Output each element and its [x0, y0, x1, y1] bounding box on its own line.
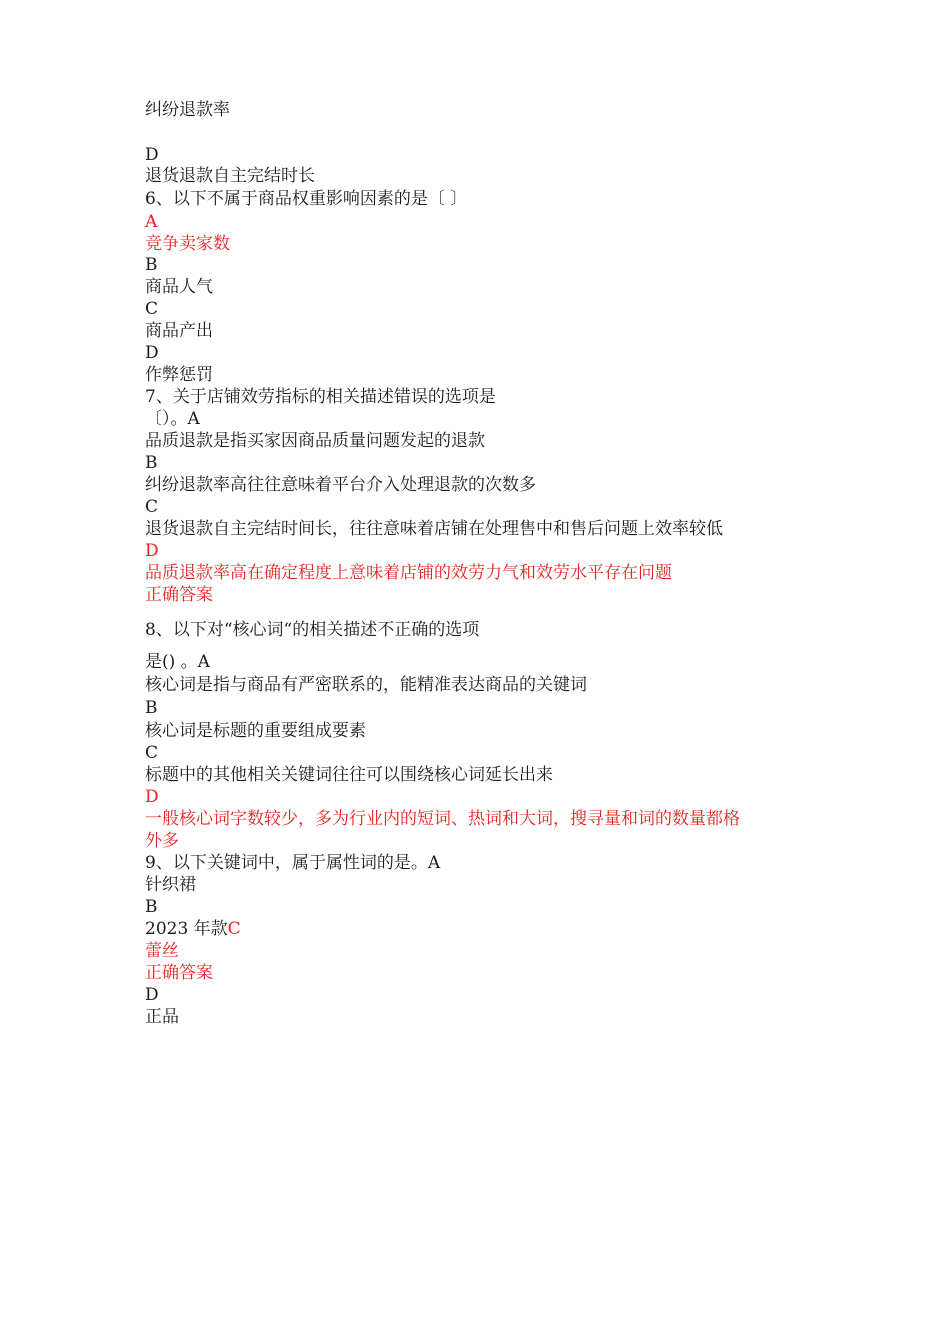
- option-label: C: [145, 497, 159, 517]
- answer-label: D: [145, 787, 159, 807]
- question-9: 9、以下关键词中，属于属性词的是。A: [145, 853, 441, 873]
- answer-label: C: [227, 919, 241, 939]
- option-label: C: [145, 743, 159, 763]
- option-label: C: [145, 299, 159, 319]
- answer-text-cont: 外多: [145, 831, 179, 851]
- question-6: 6、以下不属于商品权重影响因素的是〔 〕: [145, 189, 468, 209]
- answer-text: 蕾丝: [145, 941, 179, 961]
- answer-text: 品质退款率高在确定程度上意味着店铺的效劳力气和效劳水平存在问题: [145, 563, 672, 583]
- option-label: D: [145, 985, 159, 1005]
- question-8: 8、以下对“核心词“的相关描述不正确的选项: [145, 620, 480, 640]
- option-text: 正品: [145, 1007, 179, 1027]
- correct-answer-tag: 正确答案: [145, 963, 213, 983]
- question-7-cont: 〔）。A: [145, 409, 200, 429]
- option-text: 退货退款自主完结时间长，往往意味着店铺在处理售中和售后问题上效率较低: [145, 519, 723, 539]
- text-line: 纠纷退款率: [145, 100, 230, 120]
- option-text: 核心词是指与商品有严密联系的，能精准表达商品的关键词: [145, 675, 587, 695]
- option-text: 纠纷退款率高往往意味着平台介入处理退款的次数多: [145, 475, 536, 495]
- option-text-line: [145, 919, 241, 939]
- answer-text: 竞争卖家数: [145, 234, 230, 254]
- option-text: 针织裙: [145, 875, 196, 895]
- option-text: 2023 年款: [145, 919, 228, 939]
- answer-label: A: [145, 212, 158, 232]
- answer-text: 一般核心词字数较少，多为行业内的短词、热词和大词，搜寻量和词的数量都格: [145, 809, 740, 829]
- answer-label: D: [145, 541, 159, 561]
- option-text: 商品人气: [145, 277, 213, 297]
- option-label: B: [145, 897, 158, 917]
- option-label: D: [145, 145, 159, 165]
- option-text: 品质退款是指买家因商品质量问题发起的退款: [145, 431, 485, 451]
- question-7: 7、关于店铺效劳指标的相关描述错误的选项是: [145, 387, 496, 407]
- option-label: B: [145, 255, 158, 275]
- option-text: 核心词是标题的重要组成要素: [145, 721, 366, 741]
- question-8-cont: 是() 。A: [145, 652, 210, 672]
- option-label: D: [145, 343, 159, 363]
- option-label: B: [145, 453, 158, 473]
- option-text: 作弊惩罚: [145, 365, 213, 385]
- option-label: B: [145, 698, 158, 718]
- correct-answer-tag: 正确答案: [145, 585, 213, 605]
- option-text: 商品产出: [145, 321, 213, 341]
- option-text: 退货退款自主完结时长: [145, 166, 315, 186]
- option-text: 标题中的其他相关关键词往往可以围绕核心词延长出来: [145, 765, 553, 785]
